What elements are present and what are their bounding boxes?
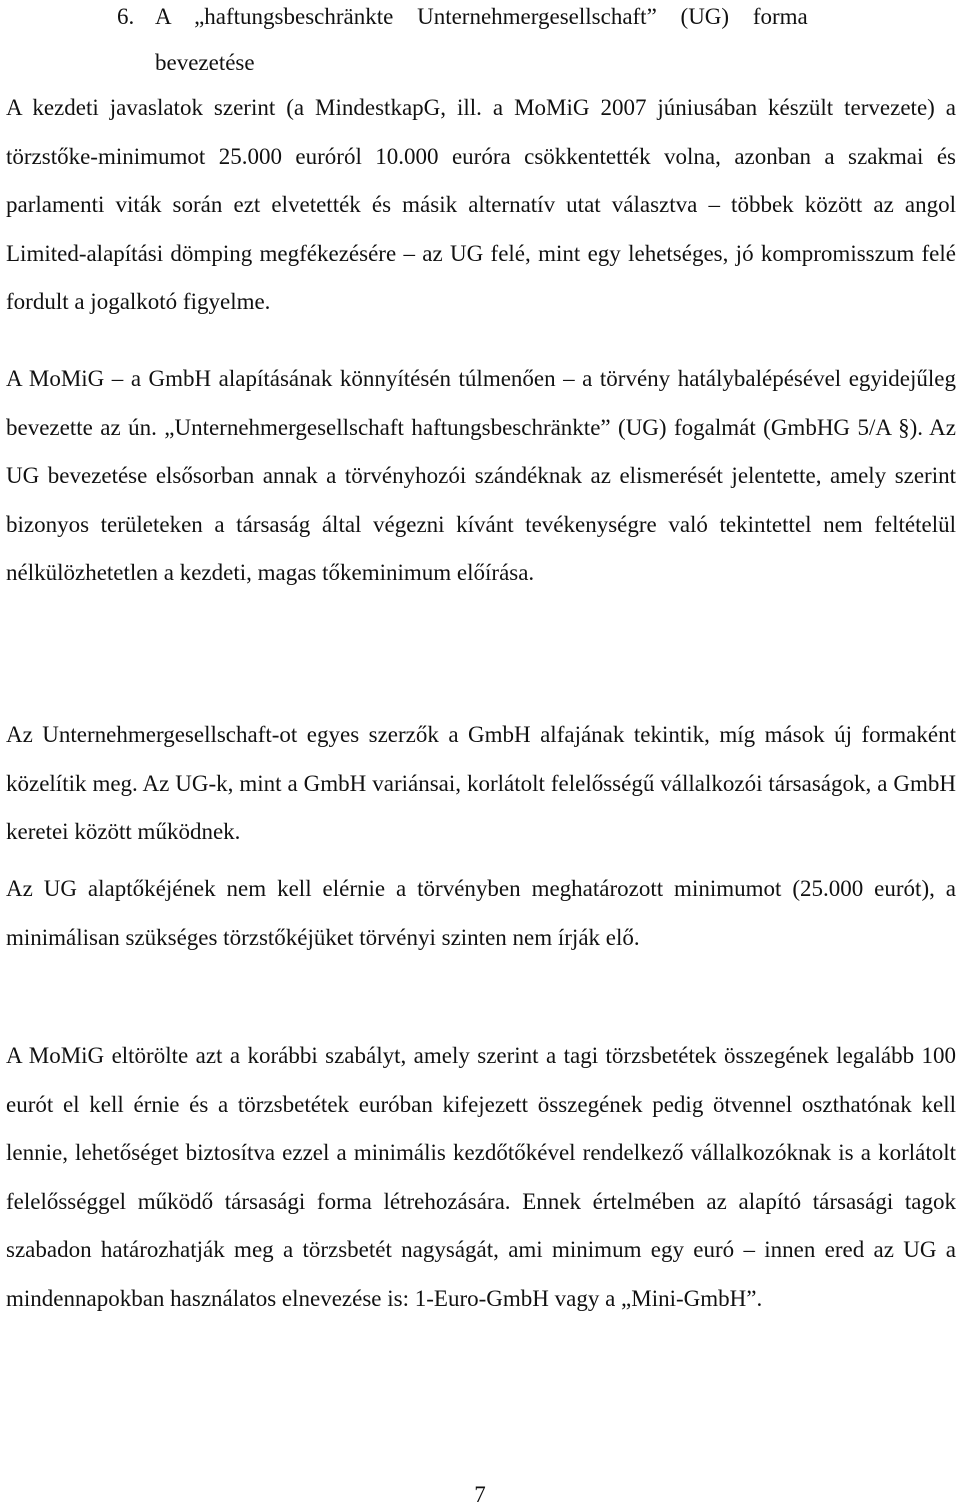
paragraph-initial-proposals: A kezdeti javaslatok szerint (a MindestkapG, ill. a MoMiG 2007 júniusában készült tervezete) a törzstőke-minimumot 25.000 euróról 10.000 euróra csökkentették volna, azonban a szakmai és parlamenti viták során ezt elvetették és másik alternatív utat választva – többek között az angol Limited-alapítási dömping megfékezésére – az UG felé, mint egy lehetséges, jó kompromisszum felé fordult a jogalkotó figyelme. bbox=[6, 95, 956, 315]
section-title bbox=[155, 0, 957, 86]
paragraph-momig-ug-introduction: A MoMiG – a GmbH alapításának könnyítésén túlmenően – a törvény hatálybalépésével egyidejűleg bevezette az ún. „Unternehmergesellschaft haftungsbeschränkte” (UG) fogalmát (GmbHG 5/A §). Az UG bevezetése elsősorban annak a törvényhozói szándéknak az elismerését jelentette, amely szerint bizonyos területeken a társaság által végezni kívánt tevékenységre való tekintettel nem feltételül nélkülözhetetlen a kezdeti, magas tőkeminimum előírása. bbox=[6, 366, 956, 586]
section-title-line-2: bevezetése bbox=[155, 50, 255, 75]
section-number: 6. bbox=[117, 4, 135, 29]
page-number: 7 bbox=[474, 1482, 486, 1507]
paragraph-ug-classification: Az Unternehmergesellschaft-ot egyes szerzők a GmbH alfajának tekintik, míg mások új formaként közelítik meg. Az UG-k, mint a GmbH variánsai, korlátolt felelősségű vállalkozói társaságok, a GmbH keretei között működnek. bbox=[6, 722, 956, 845]
paragraph-ug-capital: Az UG alaptőkéjének nem kell elérnie a törvényben meghatározott minimumot (25.000 eurót), a minimálisan szükséges törzstőkéjüket törvényi szinten nem írják elő. bbox=[6, 876, 956, 950]
paragraph-contribution-rules: A MoMiG eltörölte azt a korábbi szabályt, amely szerint a tagi törzsbetétek összegének legalább 100 eurót el kell érnie és a törzsbetétek euróban kifejezett összegének pedig ötvennel oszthatónak kell lennie, lehetőséget biztosítva ezzel a minimális kezdőtőkével rendelkező vállalkozóknak is a korlátolt felelősséggel működő társasági forma létrehozására. Ennek értelmében az alapító társasági tagok szabadon határozhatják meg a törzsbetét nagyságát, ami minimum egy euró – innen ered az UG a mindennapokban használatos elnevezése is: 1-Euro-GmbH vagy a „Mini-GmbH”. bbox=[6, 1043, 956, 1311]
section-title-line-1: A „haftungsbeschränkte Unternehmergesellschaft” (UG) forma bbox=[155, 4, 808, 29]
section-heading bbox=[117, 0, 957, 86]
document-page bbox=[6, 0, 956, 1509]
